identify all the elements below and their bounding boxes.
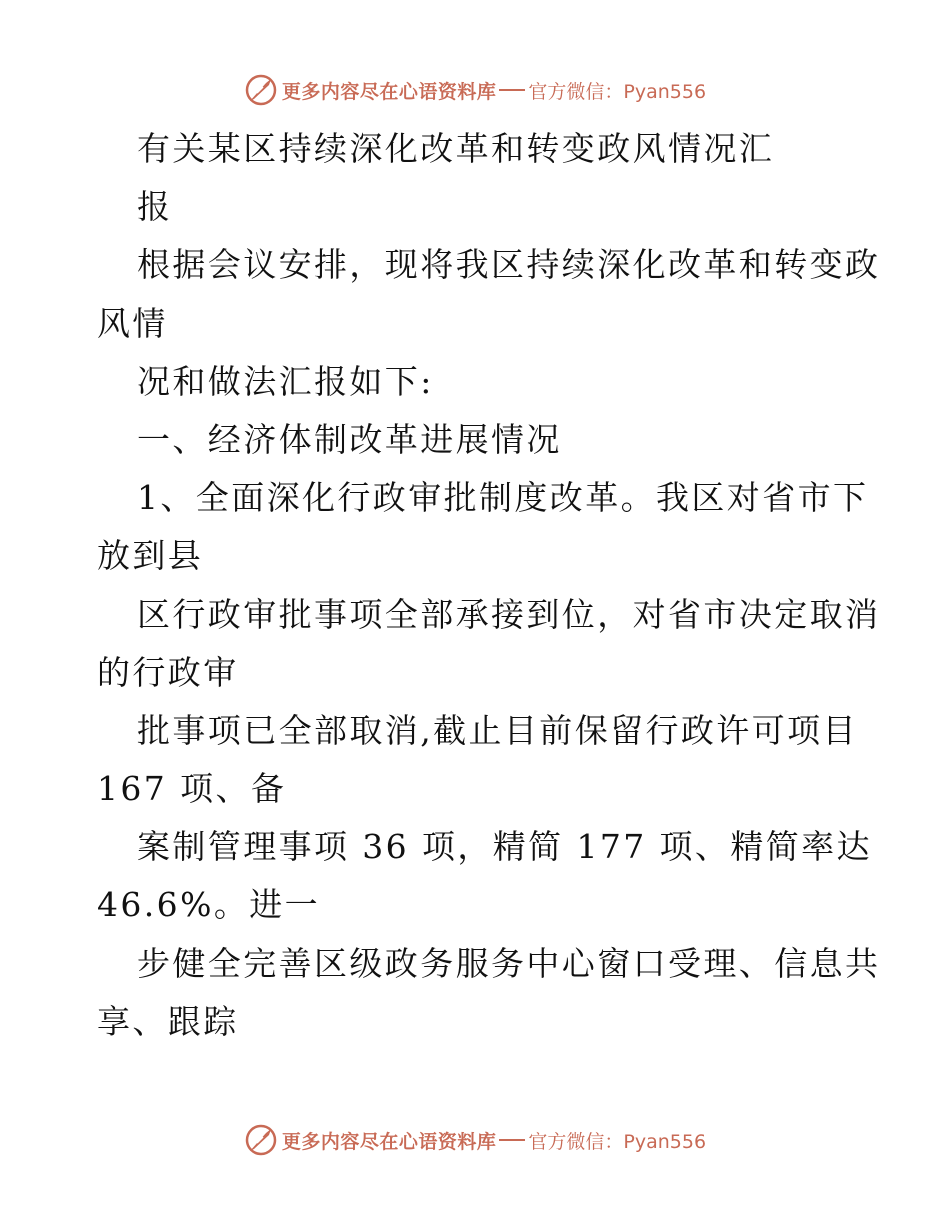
paragraph-line: 根据会议安排，现将我区持续深化改革和转变政: [137, 245, 881, 285]
watermark-wechat-text: 官方微信：Pyan556: [528, 80, 707, 103]
watermark-divider: [499, 1139, 525, 1141]
quill-pen-logo-icon: [244, 73, 278, 107]
paragraph-line: 况和做法汇报如下:: [137, 361, 434, 401]
watermark-wechat-text: 官方微信：Pyan556: [528, 1130, 707, 1153]
paragraph-line: 1、全面深化行政审批制度改革。我区对省市下: [137, 478, 869, 518]
section-heading: 一、经济体制改革进展情况: [137, 419, 562, 459]
paragraph-line: 案制管理事项 36 项，精简 177 项、精简率达: [137, 827, 872, 867]
document-title-line-1: 有关某区持续深化改革和转变政风情况汇: [137, 129, 775, 168]
paragraph-line: 享、跟踪: [97, 1001, 239, 1041]
watermark-brand-text: 更多内容尽在心语资料库: [281, 80, 497, 103]
paragraph-line: 风情: [97, 303, 168, 343]
document-title-line-2: 报: [137, 187, 173, 227]
header-watermark: [0, 70, 950, 110]
footer-watermark: [0, 1120, 950, 1160]
paragraph-line: 的行政审: [97, 652, 239, 692]
quill-pen-logo-icon: [244, 1123, 278, 1157]
watermark-divider: [499, 89, 525, 91]
paragraph-line: 批事项已全部取消,截止目前保留行政许可项目: [137, 710, 858, 750]
paragraph-line: 46.6%。进一: [97, 885, 321, 925]
paragraph-line: 167 项、备: [97, 769, 287, 809]
paragraph-line: 区行政审批事项全部承接到位，对省市决定取消: [137, 594, 881, 634]
watermark-brand-text: 更多内容尽在心语资料库: [281, 1130, 497, 1153]
paragraph-line: 放到县: [97, 536, 204, 576]
paragraph-line: 步健全完善区级政务服务中心窗口受理、信息共: [137, 943, 881, 983]
document-body: [97, 120, 881, 1051]
